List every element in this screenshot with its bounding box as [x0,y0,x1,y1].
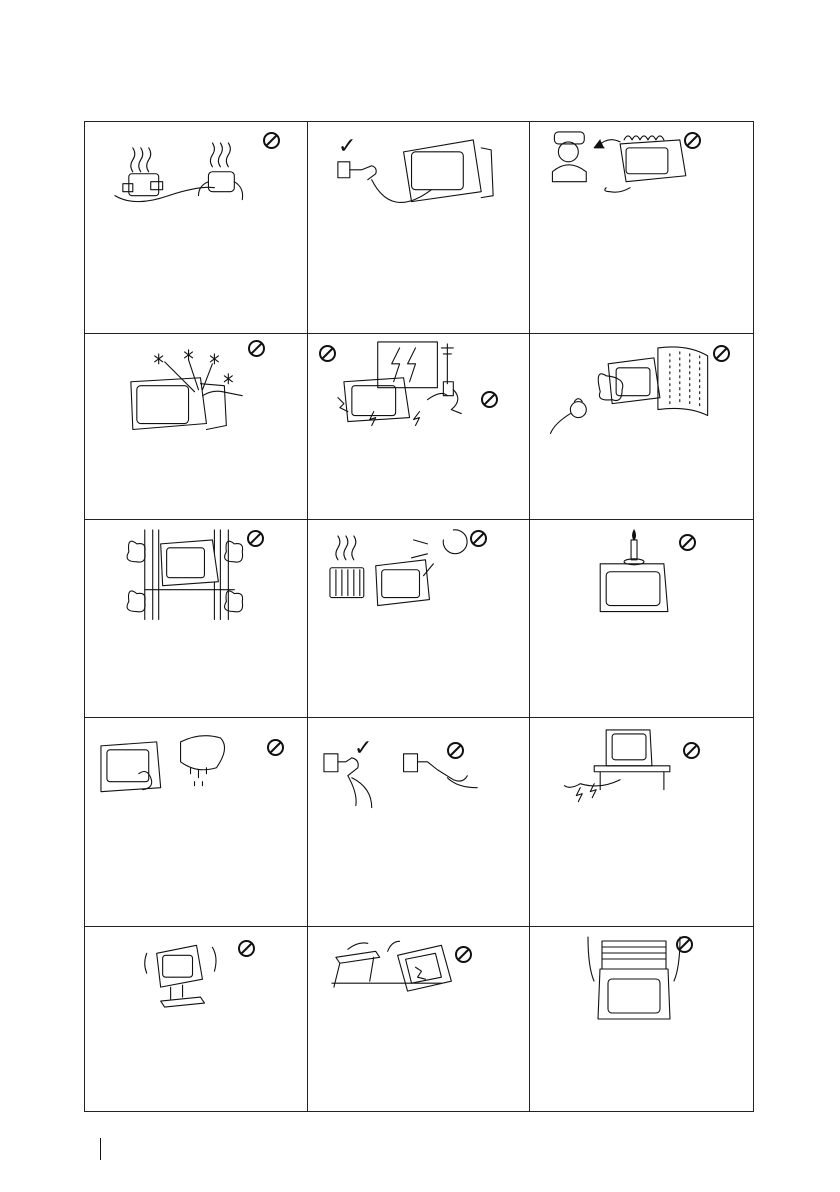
cell-no-self-service [530,122,753,334]
overloaded-outlet-illustration [85,122,307,333]
prohibition-icon [480,390,499,409]
service-person-illustration [530,122,753,333]
cell-objects-on-top [530,927,753,1111]
prohibition-icon [318,344,337,363]
cell-candle-on-top [530,520,753,718]
damaged-cord-illustration [530,718,753,926]
prohibition-icon [247,339,266,358]
safety-illustration-grid [84,121,754,1112]
prohibition-icon [682,741,701,760]
prohibition-icon [237,939,256,958]
objects-into-tv-illustration [85,334,307,519]
cell-unplug-by-plug [308,122,530,334]
cell-heat-sunlight [308,520,530,718]
objects-on-tv-illustration [530,927,753,1111]
cell-no-objects-in-openings [85,334,308,520]
plug-handling-illustration [308,718,529,926]
prohibition-icon [454,945,473,964]
cell-plug-handling [308,718,530,927]
heat-sunlight-illustration [308,520,529,717]
prohibition-icon [262,131,281,150]
blocked-ventilation-illustration [85,520,307,717]
lightning-storm-illustration [308,334,529,519]
falling-tv-illustration [308,927,529,1111]
prohibition-icon [683,131,702,150]
cell-moisture-steam [530,334,753,520]
cell-blocked-ventilation [85,520,308,718]
cell-wet-cloth-cleaning [85,718,308,927]
cell-falling-tv [308,927,530,1111]
checkmark-icon: ✓ [354,736,373,761]
margin-rule [100,1138,101,1160]
cell-lightning-storm [308,334,530,520]
cell-overloaded-outlet [85,122,308,334]
candle-on-tv-illustration [530,520,753,717]
prohibition-icon [266,738,285,757]
prohibition-icon [246,529,265,548]
cell-damaged-cord [530,718,753,927]
prohibition-icon [712,344,731,363]
prohibition-icon [446,741,465,760]
cell-unstable-surface [85,927,308,1111]
prohibition-icon [678,533,697,552]
checkmark-icon: ✓ [338,134,357,159]
prohibition-icon [469,529,488,548]
unstable-surface-illustration [85,927,307,1111]
prohibition-icon [675,935,694,954]
